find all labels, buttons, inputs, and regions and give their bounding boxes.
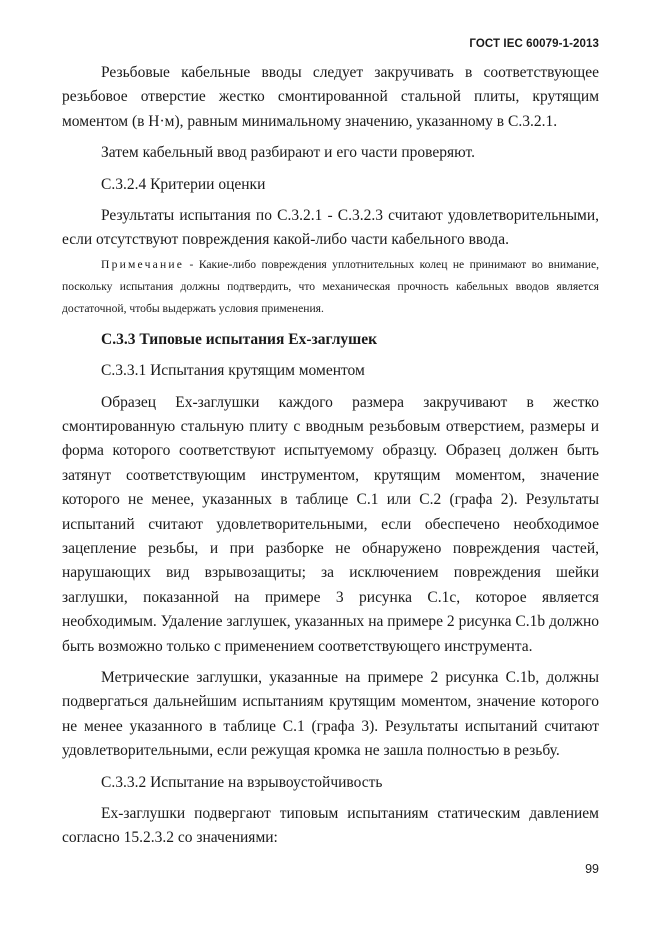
page-body <box>62 61 599 851</box>
clause-c324-title: C.3.2.4 Критерии оценки <box>101 175 266 193</box>
paragraph-torque-test: Образец Ex-заглушки каждого размера закручивают в жестко смонтированную стальную плиту с вводным резьбовым отверстием, размеры и форма которого соответствуют испытуемому образцу. Образец должен быть затянут соответствующим инструментом, крутящим моментом, значение которого не менее, указанных в таблице C.1 или C.2 (графа 2). Результаты испытаний считают удовлетворительными, если обеспечено необходимое зацепление резьбы, и при разборке не обнаружено повреждения частей, нарушающих вид взрывозащиты; за исключением повреждения шейки заглушки, показанной на примере 3 рисунка C.1c, которое является необходимым. Удаление заглушек, указанных на примере 2 рисунка C.1b должно быть возможно только с применением соответствующего инструмента. <box>62 393 599 655</box>
paragraph-assessment-criteria: Результаты испытания по C.3.2.1 - C.3.2.3 считают удовлетворительными, если отсутствуют повреждения какой-либо части кабельного ввода. <box>62 207 599 249</box>
section-c33-heading: C.3.3 Типовые испытания Ex-заглушек <box>101 330 378 348</box>
paragraph-disassembly: Затем кабельный ввод разбирают и его части проверяют. <box>101 144 475 162</box>
paragraph-threaded-glands: Резьбовые кабельные вводы следует закручивать в соответствующее резьбовое отверстие жестко смонтированной стальной плиты, крутящим моментом (в Н·м), равным минимальному значению, указанному в C.3.2.1. <box>62 64 599 130</box>
clause-c332-title: C.3.3.2 Испытание на взрывоустойчивость <box>101 773 383 791</box>
clause-c331-title: C.3.3.1 Испытания крутящим моментом <box>101 362 365 380</box>
paragraph-metric-plugs: Метрические заглушки, указанные на примере 2 рисунка C.1b, должны подвергаться дальнейшим испытаниям крутящим моментом, значение которого не менее указанного в таблице C.1 (графа 3). Результаты испытаний считают удовлетворительными, если режущая кромка не зашла полностью в резьбу. <box>62 669 599 760</box>
page-number: 99 <box>585 862 599 876</box>
standard-header: ГОСТ IEC 60079-1-2013 <box>469 38 599 50</box>
note-paragraph <box>62 254 599 321</box>
paragraph-explosion-test: Ex-заглушки подвергают типовым испытаниям статическим давлением согласно 15.2.3.2 со значениями: <box>62 805 599 847</box>
note-label: Примечание <box>101 257 185 271</box>
note-text: - Какие-либо повреждения уплотнительных колец не принимают во внимание, поскольку испытания должны подтвердить, что механическая прочность кабельных вводов является достаточной, чтобы выдержать условия применения. <box>62 257 599 316</box>
